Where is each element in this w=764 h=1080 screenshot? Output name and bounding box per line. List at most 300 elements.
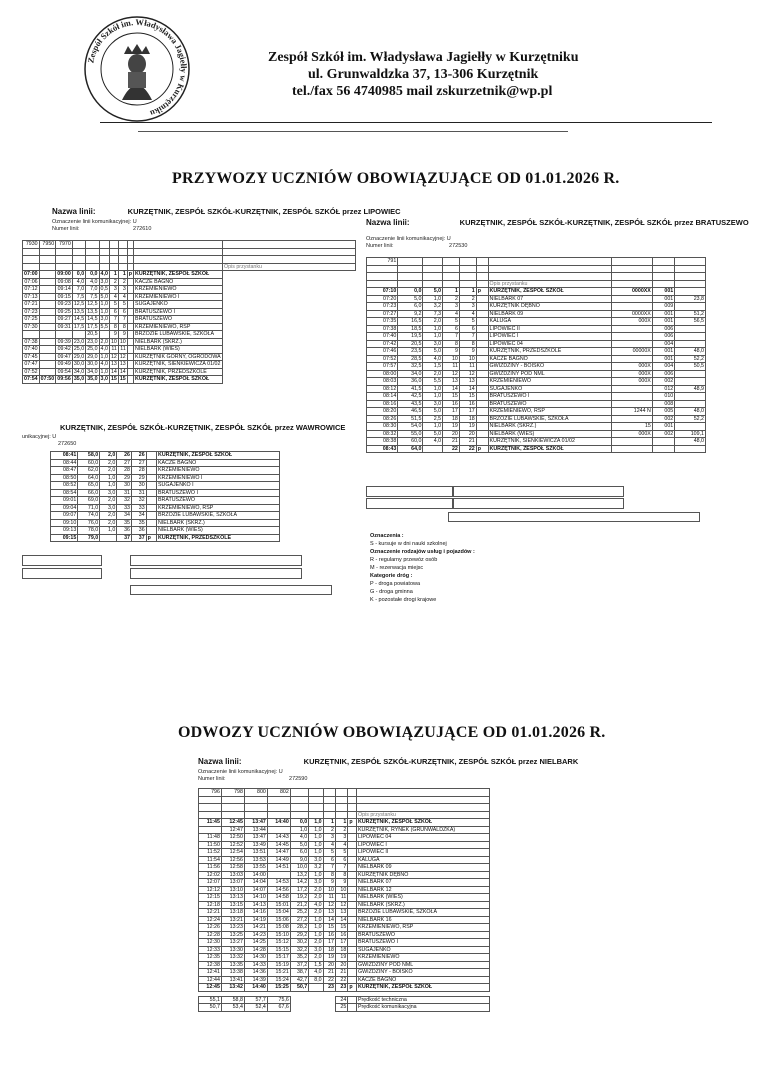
- header-row: [23, 256, 356, 264]
- table-cell: [476, 400, 488, 408]
- table-cell: 4,0: [100, 271, 108, 277]
- table-cell: [199, 826, 222, 834]
- table-cell: 13: [459, 378, 476, 386]
- table-cell: 15:21: [267, 969, 290, 977]
- table-cell: 5,5: [100, 323, 108, 330]
- header-cell: [611, 258, 652, 266]
- table-cell: 07:47: [24, 361, 38, 367]
- table-cell: 32: [117, 497, 132, 505]
- table-cell: 25,0: [73, 346, 85, 352]
- table-cell: 000X: [611, 318, 652, 326]
- table-cell: 12:28: [199, 931, 222, 939]
- line4-row: [199, 954, 490, 962]
- table-cell: 13:07: [221, 879, 244, 887]
- table-cell: [348, 886, 357, 894]
- table-cell: 5,0: [100, 293, 108, 300]
- header-cell: [199, 804, 222, 812]
- header-rule: [100, 122, 712, 123]
- table-cell: 08:47: [51, 467, 78, 475]
- table-cell: 3,0: [423, 340, 443, 348]
- header-cell: [423, 258, 443, 266]
- legend-m: M - rezerwacja miejsc: [370, 565, 424, 571]
- table-cell: 4,0: [423, 355, 443, 363]
- line2-row: [367, 438, 706, 446]
- table-cell: 13:18: [221, 909, 244, 917]
- table-cell: 42,7: [290, 976, 308, 984]
- header-cell: [109, 241, 118, 249]
- header-cell: [398, 280, 423, 288]
- table-cell: 1,0: [100, 527, 117, 535]
- table-cell: 09:00: [57, 271, 71, 277]
- table-cell: [476, 408, 488, 416]
- line4-comm-value: 53,4: [221, 1004, 244, 1012]
- table-cell: 09:42: [57, 346, 71, 352]
- table-cell: [348, 931, 357, 939]
- table-cell: 11:45: [199, 819, 222, 827]
- table-cell: 15: [119, 376, 126, 382]
- table-cell: [146, 519, 156, 527]
- line1-code-label: Oznaczenie linii komunikacyjnej:: [52, 219, 132, 225]
- line4-row: [199, 976, 490, 984]
- header-cell: [223, 256, 356, 264]
- table-cell: 76,0: [78, 519, 100, 527]
- line2-row: [367, 415, 706, 423]
- table-cell: 12:52: [221, 841, 244, 849]
- table-cell: 79,0: [78, 534, 100, 542]
- table-cell: 13:42: [221, 984, 244, 992]
- stop-name: KURZĘTNIK, ZESPÓŁ SZKÓŁ: [357, 984, 490, 992]
- header-cell: [134, 263, 223, 271]
- table-cell: 09:49: [57, 361, 71, 367]
- table-cell: 31: [117, 489, 132, 497]
- header-cell: [109, 263, 118, 271]
- table-cell: 13,2: [290, 871, 308, 879]
- table-cell: 66,0: [78, 489, 100, 497]
- table-cell: 2: [335, 826, 347, 834]
- table-cell: 11: [111, 346, 117, 352]
- odwozy-title: ODWOZY UCZNIÓW OBOWIĄZUJĄCE OD 01.01.2026 R.: [178, 724, 606, 741]
- legend-p: P - droga powiatowa: [370, 581, 421, 587]
- table-cell: 10,0: [290, 864, 308, 872]
- table-cell: 16: [459, 400, 476, 408]
- table-cell: 15: [110, 376, 117, 382]
- line2-row: [367, 348, 706, 356]
- table-cell: 15:10: [267, 931, 290, 939]
- table-cell: [476, 318, 488, 326]
- table-cell: 006: [652, 370, 674, 378]
- line1-number-value: 272610: [133, 226, 152, 232]
- line1-row: [23, 286, 356, 294]
- table-cell: 9,0: [290, 856, 308, 864]
- table-cell: 22: [443, 445, 460, 453]
- stop-name: KRZEMIENIEWO: [488, 378, 611, 386]
- table-cell: 15: [459, 393, 476, 401]
- table-cell: 7,0: [72, 286, 85, 294]
- header-cell: [244, 804, 267, 812]
- table-cell: 09:01: [51, 497, 78, 505]
- header-row: [199, 796, 490, 804]
- line3-row: [51, 467, 280, 475]
- header-cell: [459, 273, 476, 281]
- line4-row: [199, 961, 490, 969]
- blank-cell: [309, 996, 323, 1004]
- table-cell: 2: [443, 295, 460, 303]
- table-cell: 14,5: [87, 316, 98, 322]
- table-cell: 000X: [611, 363, 652, 371]
- table-cell: 11: [335, 894, 347, 902]
- header-row: [367, 265, 706, 273]
- table-cell: 9: [118, 331, 127, 339]
- table-cell: 2,0: [309, 886, 323, 894]
- table-cell: 12:47: [221, 826, 244, 834]
- blank-cell: [323, 996, 335, 1004]
- table-cell: 15:12: [267, 939, 290, 947]
- table-cell: 14:40: [267, 819, 290, 827]
- line2-name: KURZĘTNIK, ZESPÓŁ SZKÓŁ-KURZĘTNIK, ZESPÓŁ SZKÓŁ przez BRATUSZEWO: [459, 218, 749, 227]
- table-cell: 08:16: [367, 400, 398, 408]
- header-cell: [199, 811, 222, 819]
- table-cell: 000X: [611, 370, 652, 378]
- header-cell: [86, 263, 99, 271]
- table-cell: 3,0: [309, 856, 323, 864]
- table-cell: 12:33: [199, 946, 222, 954]
- table-cell: 2,0: [100, 459, 117, 467]
- line2-row: [367, 423, 706, 431]
- table-cell: 6: [459, 325, 476, 333]
- table-cell: 1244 N: [611, 408, 652, 416]
- table-cell: 18: [323, 946, 335, 954]
- table-cell: [146, 527, 156, 535]
- stop-name: LIPOWIEC I: [357, 841, 490, 849]
- table-cell: 15: [443, 393, 460, 401]
- table-cell: 30,2: [290, 939, 308, 947]
- table-cell: 11:52: [199, 849, 222, 857]
- table-cell: 4,0: [309, 969, 323, 977]
- table-cell: 12:38: [199, 961, 222, 969]
- stop-name: KURZĘTNIK, PRZEDSZKOLE: [488, 348, 611, 356]
- stop-name: KURZĘTNIK, ZESPÓŁ SZKÓŁ: [488, 288, 611, 296]
- table-cell: 12:12: [199, 886, 222, 894]
- stop-name: NIELBARK 07: [357, 879, 490, 887]
- header-cell: [309, 804, 323, 812]
- table-cell: 5: [323, 849, 335, 857]
- table-cell: 10: [335, 886, 347, 894]
- table-cell: 07:52: [24, 368, 38, 375]
- table-cell: 1,0: [423, 423, 443, 431]
- table-cell: 14,2: [290, 879, 308, 887]
- table-cell: 12:54: [221, 849, 244, 857]
- table-cell: 65,0: [78, 482, 100, 490]
- table-cell: 07:21: [24, 301, 38, 307]
- line2-row: [367, 400, 706, 408]
- blank-cell: [290, 1004, 308, 1012]
- line3-code: [22, 434, 56, 440]
- table-cell: 0,0: [290, 819, 308, 827]
- table-cell: 13: [119, 361, 126, 367]
- header-cell: [134, 248, 223, 256]
- table-cell: 09:07: [51, 512, 78, 520]
- line1-row: [23, 346, 356, 354]
- table-cell: 7: [335, 864, 347, 872]
- table-cell: 27: [132, 459, 147, 467]
- stop-name: KACZE BAGNO: [357, 976, 490, 984]
- legend-roads-title: Kategorie dróg :: [370, 573, 413, 579]
- table-cell: 12:07: [199, 879, 222, 887]
- table-cell: 3: [335, 834, 347, 842]
- table-cell: 48,0: [675, 348, 706, 356]
- table-cell: [348, 969, 357, 977]
- line4-comm-label: Prędkość komunikacyjna: [357, 1004, 490, 1012]
- table-cell: [611, 400, 652, 408]
- header-cell: [675, 265, 706, 273]
- line1-heading: [52, 207, 401, 216]
- table-cell: 001: [652, 318, 674, 326]
- stop-name: NIELBARK 12: [357, 886, 490, 894]
- table-cell: 20,5: [398, 340, 423, 348]
- table-cell: 10: [443, 355, 460, 363]
- table-cell: 3,2: [309, 864, 323, 872]
- table-cell: 09:31: [57, 323, 71, 330]
- table-cell: [476, 325, 488, 333]
- line2-timetable: [366, 257, 706, 453]
- table-cell: [348, 864, 357, 872]
- table-cell: 48,0: [675, 438, 706, 446]
- header-cell: [72, 241, 85, 249]
- stop-name: NIELBARK 09: [488, 310, 611, 318]
- stop-name: NIELBARK (SKRZ.): [488, 423, 611, 431]
- table-cell: [675, 378, 706, 386]
- header-cell: [86, 241, 99, 249]
- table-cell: 21,2: [290, 901, 308, 909]
- table-cell: 15:17: [267, 954, 290, 962]
- course-number: 791: [367, 258, 398, 266]
- header-cell: [72, 248, 85, 256]
- stop-name: LIPOWIEC II: [488, 325, 611, 333]
- table-cell: 20: [459, 430, 476, 438]
- table-cell: 13:23: [221, 924, 244, 932]
- table-cell: 30: [132, 482, 147, 490]
- table-cell: 5,0: [423, 348, 443, 356]
- table-cell: 1: [118, 271, 127, 279]
- table-cell: 11: [459, 363, 476, 371]
- stop-name: KURZĘTNIK, SIENKIEWICZA 01/02: [134, 361, 223, 369]
- line3-row: [51, 474, 280, 482]
- stop-name: LIPOWIEC II: [357, 849, 490, 857]
- table-cell: 11: [323, 894, 335, 902]
- line1-row: [23, 353, 356, 361]
- table-cell: 21: [459, 438, 476, 446]
- table-cell: 14:51: [267, 864, 290, 872]
- table-cell: 48,0: [675, 408, 706, 416]
- table-cell: 1: [443, 288, 460, 296]
- table-cell: 15:15: [267, 946, 290, 954]
- table-cell: [348, 961, 357, 969]
- table-cell: 2,0: [100, 452, 117, 460]
- table-cell: 001: [652, 288, 674, 296]
- table-cell: [39, 323, 56, 331]
- table-cell: [476, 378, 488, 386]
- stop-name: KRZEMIENIEWO I: [134, 293, 223, 301]
- table-cell: [146, 482, 156, 490]
- table-cell: 34,0: [87, 368, 98, 375]
- table-cell: 4: [109, 293, 118, 301]
- line1-row: [23, 323, 356, 331]
- table-cell: 14: [323, 916, 335, 924]
- table-cell: 09:13: [51, 527, 78, 535]
- legend-g: G - droga gminna: [370, 589, 413, 595]
- stop-name: KURZĘTNIK, ZESPÓŁ SZKÓŁ: [157, 452, 280, 460]
- table-cell: 1,0: [100, 474, 117, 482]
- header-row: [199, 804, 490, 812]
- table-cell: 23,0: [87, 338, 98, 345]
- header-cell: [367, 265, 398, 273]
- table-cell: [348, 879, 357, 887]
- header-cell: [367, 273, 398, 281]
- table-cell: 2: [109, 278, 118, 286]
- table-cell: 08:43: [367, 445, 398, 453]
- line4-row: [199, 834, 490, 842]
- header-cell: [459, 280, 476, 288]
- table-cell: 001: [652, 310, 674, 318]
- table-cell: 08:30: [367, 423, 398, 431]
- table-cell: 09:08: [57, 278, 71, 285]
- table-cell: 26: [117, 452, 132, 460]
- table-cell: 30: [117, 482, 132, 490]
- table-cell: 13:41: [221, 976, 244, 984]
- line4-comm-no: 25: [335, 1004, 347, 1012]
- line4-row: [199, 984, 490, 992]
- table-cell: 14: [110, 368, 117, 375]
- line4-row: [199, 849, 490, 857]
- header-cell: [323, 804, 335, 812]
- header-cell: [118, 263, 127, 271]
- table-cell: 002: [652, 430, 674, 438]
- table-cell: [100, 534, 117, 542]
- header-cell: [109, 248, 118, 256]
- header-cell: [99, 263, 109, 271]
- blank-cell: [290, 996, 308, 1004]
- table-cell: 008: [652, 400, 674, 408]
- table-cell: 12: [335, 901, 347, 909]
- table-cell: 006: [652, 333, 674, 341]
- table-cell: [675, 370, 706, 378]
- table-cell: 16: [335, 931, 347, 939]
- header-cell: [611, 265, 652, 273]
- table-cell: 1,5: [423, 363, 443, 371]
- table-cell: 3: [323, 834, 335, 842]
- line2-row: [367, 288, 706, 296]
- header-cell: [323, 789, 335, 797]
- line3-data-box: [130, 585, 332, 595]
- line4-row: [199, 969, 490, 977]
- header-cell: [86, 256, 99, 264]
- table-cell: 18: [459, 415, 476, 423]
- table-cell: [675, 423, 706, 431]
- table-cell: 8: [443, 340, 460, 348]
- table-cell: 11: [120, 346, 126, 352]
- table-cell: 7: [118, 316, 127, 324]
- table-cell: 1,5: [309, 961, 323, 969]
- table-cell: 17: [443, 408, 460, 416]
- header-cell: [309, 796, 323, 804]
- line4-tech-label: Prędkość techniczna: [357, 996, 490, 1004]
- table-cell: [39, 331, 56, 339]
- stop-name: KRZEMIENIEWO I: [157, 474, 280, 482]
- table-cell: 28: [132, 467, 147, 475]
- table-cell: 08:32: [367, 430, 398, 438]
- stop-name: BRATUSZEWO I: [157, 489, 280, 497]
- table-cell: 29,0: [87, 353, 98, 360]
- line2-code: [366, 236, 451, 242]
- table-cell: 52,2: [675, 355, 706, 363]
- header-cell: [72, 256, 85, 264]
- table-cell: 004: [652, 363, 674, 371]
- table-cell: 14:10: [244, 894, 267, 902]
- line2-code-label: Oznaczenie linii komunikacyjnej:: [366, 236, 446, 242]
- legend-r: R - regularny przewóz osób: [370, 557, 438, 563]
- line1-name: KURZĘTNIK, ZESPÓŁ SZKÓŁ-KURZĘTNIK, ZESPÓŁ SZKÓŁ przez LIPOWIEC: [127, 207, 401, 216]
- stop-name: NIELBARK (WIEŚ): [488, 430, 611, 438]
- table-cell: 22: [323, 976, 335, 984]
- header-cell: [109, 256, 118, 264]
- table-cell: 13:38: [221, 969, 244, 977]
- line3-tech-speed: [22, 555, 102, 566]
- table-cell: [39, 361, 56, 369]
- table-cell: 2,0: [423, 318, 443, 326]
- table-cell: 2,0: [100, 497, 117, 505]
- table-cell: 46,5: [398, 408, 423, 416]
- table-cell: [476, 340, 488, 348]
- table-cell: 14:33: [244, 961, 267, 969]
- line3-row: [51, 519, 280, 527]
- table-cell: 1,0: [309, 826, 323, 834]
- table-cell: [476, 370, 488, 378]
- table-cell: 56,5: [675, 318, 706, 326]
- stop-name: KURZĘTNIK GÓRNY, OGRODOWA: [135, 353, 221, 360]
- table-cell: 1,0: [309, 931, 323, 939]
- table-cell: 28,5: [398, 355, 423, 363]
- table-cell: 13: [335, 909, 347, 917]
- table-cell: [611, 333, 652, 341]
- table-cell: [39, 316, 56, 324]
- table-cell: 07:27: [367, 310, 398, 318]
- header-cell: [323, 796, 335, 804]
- table-cell: 7: [323, 864, 335, 872]
- line2-comm-speed: [366, 498, 454, 509]
- line4-row: [199, 939, 490, 947]
- stop-name: KACZE BAGNO: [157, 459, 280, 467]
- table-cell: 32,2: [290, 946, 308, 954]
- table-cell: 12:35: [199, 954, 222, 962]
- table-cell: 07:25: [24, 316, 38, 322]
- table-cell: [146, 512, 156, 520]
- table-cell: 6,0: [290, 849, 308, 857]
- table-cell: 14:16: [244, 909, 267, 917]
- line2-row: [367, 378, 706, 386]
- header-cell: [443, 273, 460, 281]
- course-number: 7930: [23, 241, 40, 249]
- table-cell: [611, 415, 652, 423]
- header-row: [199, 811, 490, 819]
- line1-row: [23, 301, 356, 309]
- table-cell: p: [146, 534, 156, 542]
- line2-row: [367, 325, 706, 333]
- table-cell: 69,0: [78, 497, 100, 505]
- header-cell: [357, 789, 490, 797]
- table-cell: 19,5: [398, 333, 423, 341]
- table-cell: 12:56: [221, 856, 244, 864]
- table-cell: 002: [652, 415, 674, 423]
